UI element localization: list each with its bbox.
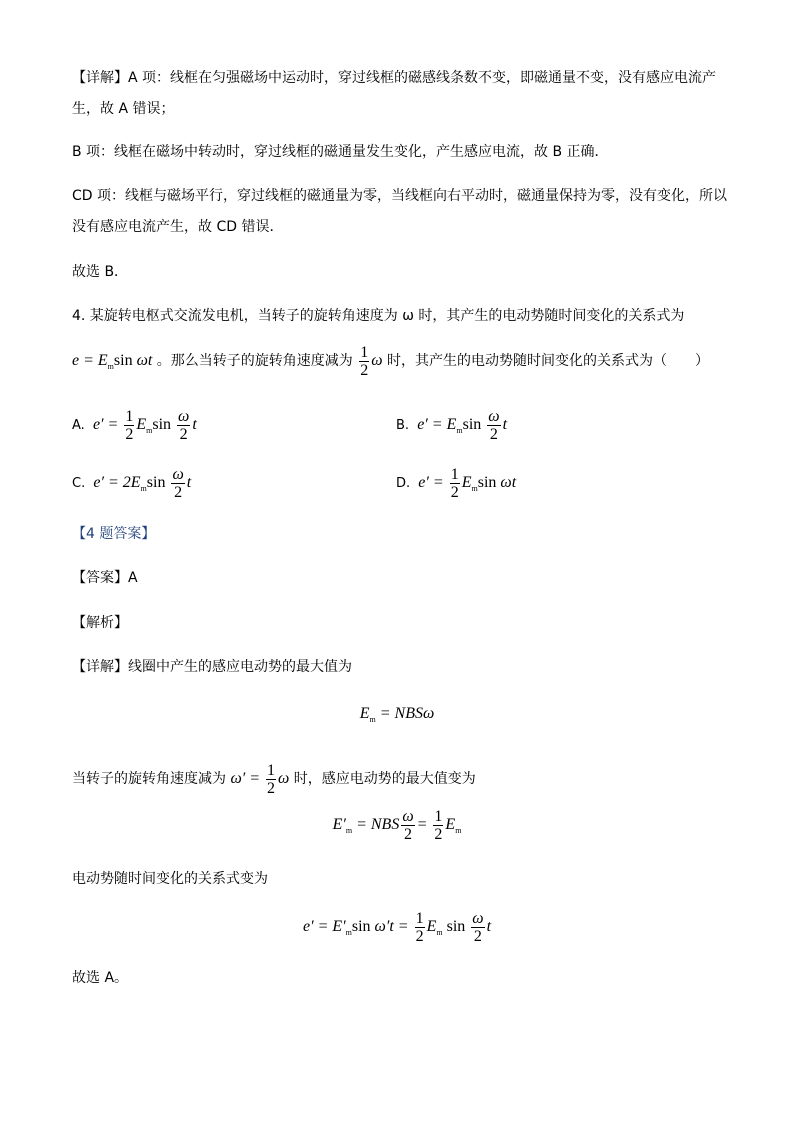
paragraph-a-line1: 【详解】A 项：线框在匀强磁场中运动时，穿过线框的磁感线条数不变，即磁通量不变，没有感应电流产 bbox=[72, 70, 717, 86]
answer-header: 【4 题答案】 bbox=[72, 526, 156, 542]
detail-line3: 电动势随时间变化的关系式变为 bbox=[72, 871, 268, 887]
paragraph-cd-line1: CD 项：线框与磁场平行，穿过线框的磁通量为零，当线框向右平动时，磁通量保持为零，没有变化，所以 bbox=[72, 188, 728, 204]
paragraph-a-line2: 生，故 A 错误； bbox=[72, 101, 175, 117]
equation-em-prime: $E'_m$ = NBS $\frac{\omega}{2}$ = $\frac{1}{2}$ $E_m$ bbox=[332, 808, 462, 843]
option-b-label: B. bbox=[396, 418, 410, 434]
detail-line2-b: 时，感应电动势的最大值变为 bbox=[293, 771, 476, 788]
formula-half-omega: $\frac{1}{2}$ ω bbox=[360, 344, 383, 379]
equation-e-prime: $e' = E'_m\sin$ ω′t = $\frac{1}{2}$ $E_m$ sin $\frac{\omega}{2}$ t bbox=[302, 910, 492, 945]
choice-b-conclusion: 故选 B． bbox=[72, 264, 129, 280]
paragraph-b: B 项：线框在磁场中转动时，穿过线框的磁通量发生变化，产生感应电流，故 B 正确． bbox=[72, 144, 609, 160]
detail-line2 bbox=[72, 762, 476, 797]
option-d-formula: e′ = $\frac{1}{2}$ $E_m\sin$ ωt bbox=[414, 466, 517, 501]
analysis-header: 【解析】 bbox=[72, 615, 128, 631]
conclusion-line: 故选 A。 bbox=[72, 970, 129, 986]
question-4-line2-end: 时，其产生的电动势随时间变化的关系式为（ ） bbox=[386, 353, 709, 370]
question-4-line2 bbox=[72, 344, 709, 379]
formula-omega-prime: ω′ = $\frac{1}{2}$ ω bbox=[230, 762, 290, 797]
option-a-label: A. bbox=[72, 418, 85, 434]
option-a[interactable] bbox=[72, 408, 197, 443]
option-c-formula: $e' = 2E_m\sin$ $\frac{\omega}{2}$ t bbox=[89, 466, 192, 501]
option-d[interactable] bbox=[396, 466, 516, 501]
formula-e-em-sin-wt: $e = E_m\sin$ ωt bbox=[72, 352, 153, 372]
option-c-label: C. bbox=[72, 476, 86, 492]
option-d-label: D. bbox=[396, 476, 411, 492]
question-4-line1: 4. 某旋转电枢式交流发电机，当转子的旋转角速度为 ω 时，其产生的电动势随时间变化的关系式为 bbox=[72, 308, 685, 324]
detail-line2-a: 当转子的旋转角速度减为 bbox=[72, 771, 226, 788]
paragraph-cd-line2: 没有感应电流产生，故 CD 错误． bbox=[72, 219, 284, 235]
option-b-formula: $e' = E_m\sin$ $\frac{\omega}{2}$ t bbox=[413, 408, 508, 443]
answer-line: 【答案】A bbox=[72, 570, 138, 586]
equation-em-nbs-omega: $E_m = NBS\omega$ bbox=[359, 705, 435, 724]
question-4-line2-mid: 。那么当转子的旋转角速度减为 bbox=[156, 353, 353, 370]
option-c[interactable] bbox=[72, 466, 191, 501]
option-b[interactable] bbox=[396, 408, 507, 443]
option-a-formula: e′ = $\frac{1}{2}$ $E_m\sin$ $\frac{\omega}{2}$ t bbox=[88, 408, 197, 443]
detail-line1: 【详解】线圈中产生的感应电动势的最大值为 bbox=[72, 659, 352, 675]
